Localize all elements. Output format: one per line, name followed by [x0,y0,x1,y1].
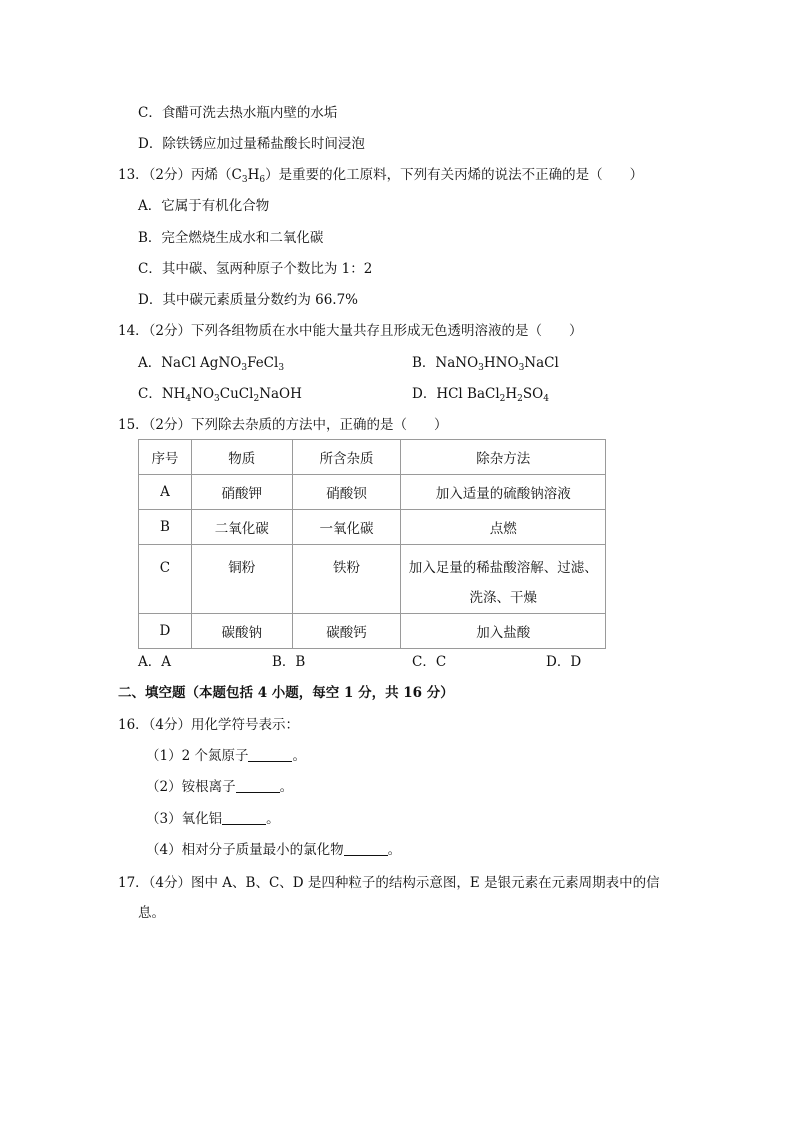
q15-stem: 15．（2分）下列除去杂质的方法中，正确的是（ ） [118,417,448,433]
q13-option-c: C．其中碳、氢两种原子个数比为 1：2 [138,261,373,277]
q12-option-c: C．食醋可洗去热水瓶内壁的水垢 [138,105,338,121]
table-cell: D [139,614,192,649]
q14-option-b: B．$NaNO_3HNO_3NaCl$ [412,355,559,373]
table-cell: 铁粉 [292,545,401,614]
q15-option-c: C．C [412,654,447,670]
table-cell: 点燃 [401,510,606,545]
q14-option-c: C．$NH_4NO_3CuCl_2NaOH$ [138,386,302,404]
answer-blank[interactable] [236,780,280,793]
q13-option-a: A．它属于有机化合物 [138,198,270,214]
q16-sub-4: （4）相对分子质量最小的氯化物 。 [146,842,402,858]
q17-stem-continued: 息。 [138,905,165,921]
section-heading: 二、填空题（本题包括 4 小题，每空 1 分，共 16 分） [118,685,454,701]
table-cell: 二氧化碳 [191,510,292,545]
table-cell: 加入盐酸 [401,614,606,649]
q12-option-d: D．除铁锈应加过量稀盐酸长时间浸泡 [138,136,365,152]
q16-sub-2: （2）铵根离子 。 [146,779,294,795]
table-header-cell: 所含杂质 [292,440,401,475]
answer-blank[interactable] [248,749,292,762]
table-header-cell: 除杂方法 [401,440,606,475]
table-row [139,545,606,614]
q16-stem: 16．（4分）用化学符号表示： [118,717,300,733]
q14-option-a: A．NaCl AgNO$_3$FeCl$_3$ [138,355,285,373]
table-cell-line: 加入足量的稀盐酸溶解、过滤、 [408,560,598,576]
table-cell: 碳酸钙 [292,614,401,649]
table-cell: 碳酸钠 [191,614,292,649]
table-header-row [139,440,606,475]
table-cell: 硝酸钡 [292,475,401,510]
q14-stem: 14．（2分）下列各组物质在水中能大量共存且形成无色透明溶液的是（ ） [118,323,583,339]
table-cell: 加入适量的硫酸钠溶液 [401,475,606,510]
answer-blank[interactable] [344,843,388,856]
q14-option-d: D．HCl $BaCl_2H_2SO_4$ [412,386,549,404]
q13-option-d: D．其中碳元素质量分数约为 66.7% [138,292,359,308]
q13-option-b: B．完全燃烧生成水和二氧化碳 [138,230,324,246]
q17-stem: 17．（4分）图中 A、B、C、D 是四种粒子的结构示意图，E 是银元素在元素周期表中的信 [118,875,660,891]
q16-sub-3: （3）氧化铝 。 [146,811,280,827]
table-cell: A [139,475,192,510]
q16-sub-1: （1）2 个氮原子 。 [146,748,306,764]
table-header-cell: 序号 [139,440,192,475]
table-cell: 硝酸钾 [191,475,292,510]
table-cell: 一氧化碳 [292,510,401,545]
table-cell: B [139,510,192,545]
table-header-cell: 物质 [191,440,292,475]
table-cell-line: 洗涤、干燥 [469,590,537,606]
table-row [139,614,606,649]
answer-blank[interactable] [222,812,266,825]
table-row [139,475,606,510]
table-cell: C [139,545,192,614]
table-row [139,510,606,545]
table-cell: 铜粉 [191,545,292,614]
q15-option-b: B．B [272,654,306,670]
q13-stem: 13．（2分）丙烯$(C_3H_6)$是重要的化工原料，下列有关丙烯的说法不正确的是（ ） [118,167,644,185]
table-cell [401,545,606,614]
q15-option-a: A．A [138,654,171,670]
q15-table [138,439,606,649]
q15-option-d: D．D [546,654,582,670]
